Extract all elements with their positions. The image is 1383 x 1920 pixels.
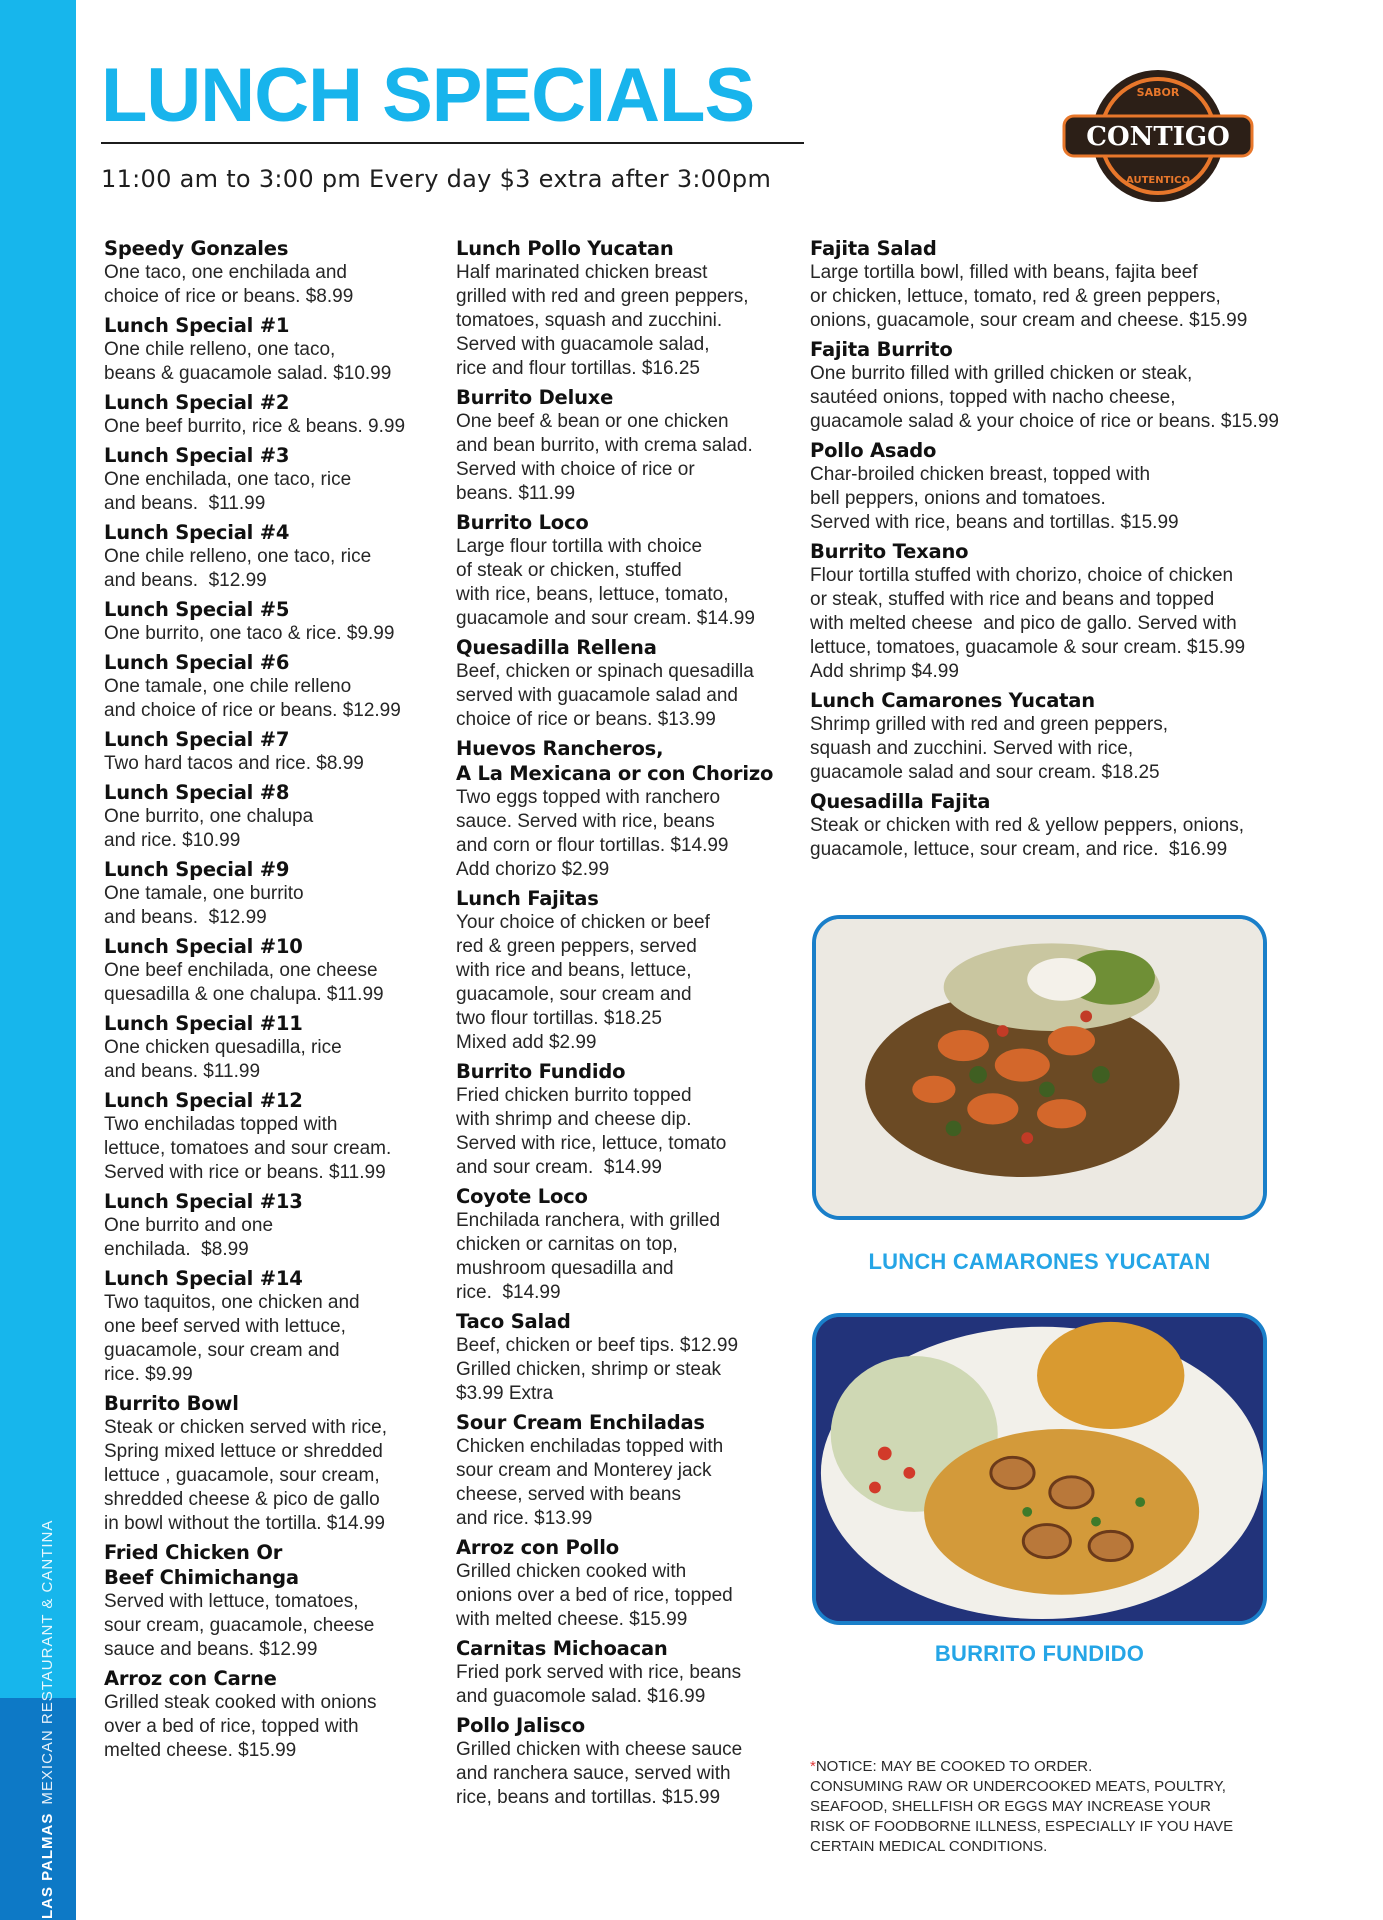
menu-item-description: One chile relleno, one taco, beans & guacamole salad. $10.99: [104, 339, 392, 384]
menu-item-name: Lunch Camarones Yucatan: [810, 689, 1095, 712]
menu-item-name: Arroz con Pollo: [456, 1536, 619, 1559]
menu-item-name: Lunch Special #11: [104, 1012, 303, 1035]
menu-item-name: Lunch Special #2: [104, 391, 290, 414]
menu-item-description: Chicken enchiladas topped with sour cream and Monterey jack cheese, served with beans and rice. $13.99: [456, 1436, 724, 1529]
menu-item: [456, 1309, 791, 1406]
menu-item-description: One chicken quesadilla, rice and beans. $11.99: [104, 1037, 342, 1082]
menu-item-name: Taco Salad: [456, 1310, 571, 1333]
menu-item-name: Speedy Gonzales: [104, 237, 289, 260]
menu-item-name: Lunch Special #14: [104, 1267, 303, 1290]
menu-item-name: Burrito Loco: [456, 511, 589, 534]
menu-item: [810, 789, 1280, 862]
photo-burrito-fundido: [812, 1313, 1267, 1625]
title-divider: [101, 142, 804, 144]
menu-item-description: Two hard tacos and rice. $8.99: [104, 753, 364, 774]
menu-item-description: Two enchiladas topped with lettuce, tomatoes and sour cream. Served with rice or beans. $11.99: [104, 1114, 392, 1183]
brand-name: LAS PALMAS: [38, 1812, 56, 1919]
menu-item-description: Fried pork served with rice, beans and guacomole salad. $16.99: [456, 1662, 742, 1707]
notice-asterisk: *: [810, 1758, 816, 1775]
menu-item: [104, 390, 424, 439]
photo-caption-2: BURRITO FUNDIDO: [934, 1641, 1145, 1666]
menu-item-description: One burrito, one taco & rice. $9.99: [104, 623, 395, 644]
menu-item: [104, 1189, 424, 1262]
menu-item-description: Two taquitos, one chicken and one beef served with lettuce, guacamole, sour cream and rice. $9.99: [104, 1292, 360, 1385]
menu-item-description: Grilled chicken cooked with onions over a bed of rice, topped with melted cheese. $15.99: [456, 1561, 733, 1630]
menu-column-2: [456, 236, 791, 1814]
menu-item-description: Half marinated chicken breast grilled with red and green peppers, tomatoes, squash and zucchini. Served with guacamole salad, rice and flour tortillas. $16.25: [456, 262, 749, 379]
menu-item: [810, 236, 1280, 333]
menu-item: [104, 780, 424, 853]
notice-body: CONSUMING RAW OR UNDERCOOKED MEATS, POULTRY, SEAFOOD, SHELLFISH OR EGGS MAY INCREASE YOUR RISK OF FOODBORNE ILLNESS, ESPECIALLY IF YOU HAVE CERTAIN MEDICAL CONDITIONS.: [810, 1778, 1234, 1855]
menu-item: [456, 236, 791, 381]
menu-item-description: One enchilada, one taco, rice and beans. $11.99: [104, 469, 352, 514]
logo-bottom-text: AUTENTICO: [1126, 175, 1190, 186]
menu-item-description: One chile relleno, one taco, rice and beans. $12.99: [104, 546, 372, 591]
menu-item-description: Steak or chicken with red & yellow peppers, onions, guacamole, lettuce, sour cream, and rice. $16.99: [810, 815, 1245, 860]
menu-column-3: [810, 236, 1280, 866]
side-brand-text: [36, 1399, 58, 1919]
menu-item: [456, 635, 791, 732]
menu-item: [456, 510, 791, 631]
menu-item: [104, 443, 424, 516]
menu-item-description: One tamale, one chile relleno and choice of rice or beans. $12.99: [104, 676, 401, 721]
menu-item: [104, 520, 424, 593]
menu-item-name: Pollo Asado: [810, 439, 937, 462]
menu-item: [104, 857, 424, 930]
menu-item-description: One burrito filled with grilled chicken or steak, sautéed onions, topped with nacho cheese, guacamole salad & your choice of rice or beans. $15.99: [810, 363, 1279, 432]
menu-item-name: Lunch Special #8: [104, 781, 290, 804]
page-title: LUNCH SPECIALS: [101, 53, 755, 138]
menu-item-name: Lunch Special #7: [104, 728, 290, 751]
menu-item: [456, 385, 791, 506]
menu-item: [456, 1636, 791, 1709]
menu-item: [810, 337, 1280, 434]
menu-item-description: Steak or chicken served with rice, Spring mixed lettuce or shredded lettuce , guacamole, sour cream, shredded cheese & pico de gallo in bowl without the tortilla. $14.99: [104, 1417, 388, 1534]
menu-item-name: Lunch Special #5: [104, 598, 290, 621]
menu-item-name: Lunch Special #9: [104, 858, 290, 881]
logo-main-text: CONTIGO: [1086, 122, 1230, 152]
menu-item: [104, 1088, 424, 1185]
menu-item-name: Arroz con Carne: [104, 1667, 277, 1690]
brand-subtitle: MEXICAN RESTAURANT & CANTINA: [38, 1519, 56, 1805]
menu-item: [810, 438, 1280, 535]
menu-item: [104, 1391, 424, 1536]
menu-item-description: Flour tortilla stuffed with chorizo, choice of chicken or steak, stuffed with rice and beans and topped with melted cheese and pico de gallo. Served with lettuce, tomatoes, guacamole & sour cream. $15.99 Add shrimp $4.99: [810, 565, 1246, 682]
menu-item-description: Served with lettuce, tomatoes, sour cream, guacamole, cheese sauce and beans. $12.99: [104, 1591, 375, 1660]
menu-item-description: Beef, chicken or spinach quesadilla served with guacamole salad and choice of rice or beans. $13.99: [456, 661, 754, 730]
menu-item: [456, 1535, 791, 1632]
menu-item-name: Sour Cream Enchiladas: [456, 1411, 705, 1434]
food-safety-notice: [810, 1757, 1250, 1857]
menu-item-name: Burrito Bowl: [104, 1392, 239, 1415]
menu-item: [456, 1059, 791, 1180]
menu-item-name: Lunch Special #6: [104, 651, 290, 674]
menu-item-name: Burrito Fundido: [456, 1060, 626, 1083]
menu-item-description: Large flour tortilla with choice of steak or chicken, stuffed with rice, beans, lettuce, tomato, guacamole and sour cream. $14.99: [456, 536, 755, 629]
menu-item: [456, 886, 791, 1055]
menu-item-name: Fajita Burrito: [810, 338, 953, 361]
menu-item: [810, 688, 1280, 785]
menu-item-name: Carnitas Michoacan: [456, 1637, 668, 1660]
menu-item-name: Fajita Salad: [810, 237, 937, 260]
menu-item: [104, 650, 424, 723]
menu-item-name: Lunch Special #13: [104, 1190, 303, 1213]
menu-item-name: Burrito Deluxe: [456, 386, 614, 409]
menu-item: [104, 597, 424, 646]
menu-item-name: Lunch Special #10: [104, 935, 303, 958]
menu-item: [104, 1666, 424, 1763]
menu-item-description: Your choice of chicken or beef red & green peppers, served with rice and beans, lettuce, guacamole, sour cream and two flour tortillas. $18.25 Mixed add $2.99: [456, 912, 710, 1053]
menu-item: [104, 1011, 424, 1084]
menu-item-description: Beef, chicken or beef tips. $12.99 Grilled chicken, shrimp or steak $3.99 Extra: [456, 1335, 739, 1404]
menu-item: [810, 539, 1280, 684]
menu-item-name: Lunch Pollo Yucatan: [456, 237, 674, 260]
menu-item-description: Grilled chicken with cheese sauce and ranchera sauce, served with rice, beans and tortillas. $15.99: [456, 1739, 743, 1808]
menu-item-description: Char-broiled chicken breast, topped with bell peppers, onions and tomatoes. Served with rice, beans and tortillas. $15.99: [810, 464, 1179, 533]
menu-item-name: Pollo Jalisco: [456, 1714, 585, 1737]
menu-item: [104, 727, 424, 776]
photo-caption-1: LUNCH CAMARONES YUCATAN: [868, 1249, 1211, 1274]
menu-item-description: One burrito, one chalupa and rice. $10.99: [104, 806, 314, 851]
menu-item: [104, 1540, 424, 1662]
menu-item-name: Quesadilla Fajita: [810, 790, 991, 813]
menu-item-description: One beef enchilada, one cheese quesadilla & one chalupa. $11.99: [104, 960, 384, 1005]
menu-item-name: Huevos Rancheros, A La Mexicana or con Chorizo: [456, 737, 774, 785]
menu-item: [104, 1266, 424, 1387]
menu-item-name: Lunch Special #4: [104, 521, 290, 544]
menu-item-description: One beef burrito, rice & beans. 9.99: [104, 416, 406, 437]
menu-item-description: Enchilada ranchera, with grilled chicken or carnitas on top, mushroom quesadilla and rice. $14.99: [456, 1210, 721, 1303]
hours-text: 11:00 am to 3:00 pm Every day $3 extra after 3:00pm: [101, 165, 772, 193]
menu-item-name: Coyote Loco: [456, 1185, 588, 1208]
menu-item-description: Two eggs topped with ranchero sauce. Served with rice, beans and corn or flour tortillas. $14.99 Add chorizo $2.99: [456, 787, 729, 880]
menu-item-name: Lunch Special #1: [104, 314, 290, 337]
menu-item: [104, 934, 424, 1007]
menu-item: [104, 236, 424, 309]
menu-item-description: One burrito and one enchilada. $8.99: [104, 1215, 274, 1260]
menu-item: [456, 1713, 791, 1810]
menu-item-description: One tamale, one burrito and beans. $12.99: [104, 883, 304, 928]
menu-item-name: Lunch Fajitas: [456, 887, 599, 910]
menu-item-description: One beef & bean or one chicken and bean burrito, with crema salad. Served with choice of rice or beans. $11.99: [456, 411, 753, 504]
menu-item: [456, 736, 791, 882]
logo-top-text: SABOR: [1136, 86, 1180, 99]
menu-item: [104, 313, 424, 386]
menu-item-name: Lunch Special #12: [104, 1089, 303, 1112]
menu-item: [456, 1410, 791, 1531]
menu-item-name: Quesadilla Rellena: [456, 636, 657, 659]
menu-item-name: Fried Chicken Or Beef Chimichanga: [104, 1541, 299, 1589]
photo-camarones-yucatan: [812, 915, 1267, 1220]
menu-item-name: Burrito Texano: [810, 540, 969, 563]
contigo-logo: [1058, 66, 1258, 206]
menu-item: [456, 1184, 791, 1305]
notice-line-1: NOTICE: MAY BE COOKED TO ORDER.: [815, 1758, 1093, 1775]
menu-item-description: Large tortilla bowl, filled with beans, fajita beef or chicken, lettuce, tomato, red & green peppers, onions, guacamole, sour cream and cheese. $15.99: [810, 262, 1248, 331]
menu-item-name: Lunch Special #3: [104, 444, 290, 467]
menu-item-description: Grilled steak cooked with onions over a bed of rice, topped with melted cheese. $15.99: [104, 1692, 377, 1761]
menu-item-description: One taco, one enchilada and choice of rice or beans. $8.99: [104, 262, 354, 307]
menu-item-description: Shrimp grilled with red and green peppers, squash and zucchini. Served with rice, guacamole salad and sour cream. $18.25: [810, 714, 1169, 783]
menu-column-1: [104, 236, 424, 1767]
menu-item-description: Fried chicken burrito topped with shrimp and cheese dip. Served with rice, lettuce, tomato and sour cream. $14.99: [456, 1085, 727, 1178]
